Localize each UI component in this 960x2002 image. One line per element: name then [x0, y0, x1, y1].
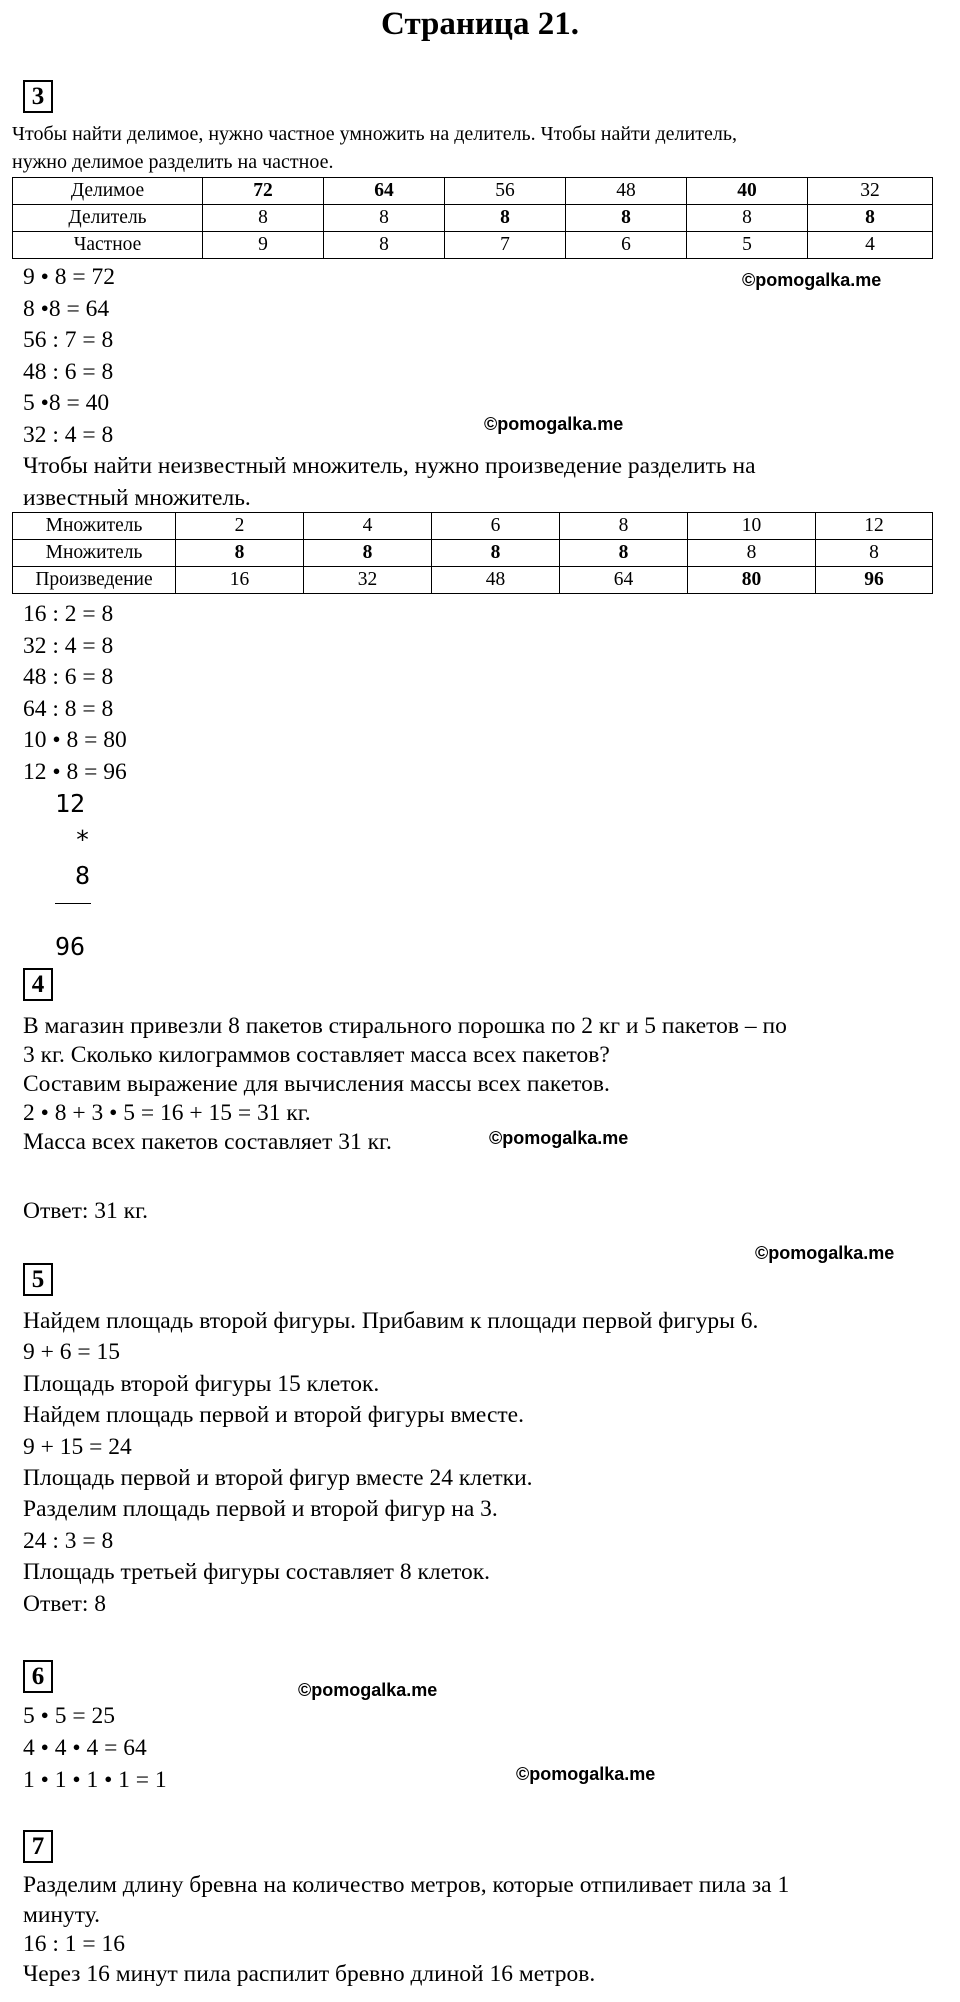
factor-table-cell: 8: [176, 540, 304, 567]
dividend-table-cell: 48: [566, 178, 687, 205]
dividend-table-cell: 8: [203, 205, 324, 232]
table-row: [13, 540, 933, 567]
factor-table-cell: 8: [432, 540, 560, 567]
calculation-line: 56 : 7 = 8: [23, 327, 114, 354]
task-7-line: Через 16 минут пила распилит бревно длиной 16 метров.: [23, 1960, 596, 1987]
dividend-table-cell: 9: [203, 232, 324, 259]
dividend-table-cell: 4: [808, 232, 933, 259]
watermark: ©pomogalka.me: [484, 414, 624, 434]
watermark: ©pomogalka.me: [298, 1680, 438, 1700]
task-3-number: 3: [23, 80, 53, 113]
task-4-line: Составим выражение для вычисления массы всех пакетов.: [23, 1071, 610, 1097]
dividend-table-cell: 8: [324, 205, 445, 232]
task-5-number: 5: [23, 1263, 53, 1296]
calculation-line: 16 : 2 = 8: [23, 601, 114, 627]
task-5-line: Разделим площадь первой и второй фигур на 3.: [23, 1496, 498, 1523]
factor-table-cell: 12: [816, 513, 933, 540]
task-6-number: 6: [23, 1660, 53, 1693]
factor-table-cell: 6: [432, 513, 560, 540]
task-5-line: Площадь второй фигуры 15 клеток.: [23, 1370, 380, 1397]
calculation-line: 48 : 6 = 8: [23, 358, 114, 385]
calculation-line: 9 • 8 = 72: [23, 264, 115, 290]
factor-table-cell: 32: [304, 567, 432, 594]
task-4-line: 2 • 8 + 3 • 5 = 16 + 15 = 31 кг.: [23, 1100, 311, 1126]
task-4-line: В магазин привезли 8 пакетов стирального порошка по 2 кг и 5 пакетов – по: [23, 1013, 787, 1039]
calculation-line: 32 : 4 = 8: [23, 632, 114, 659]
factor-table-row-label: Множитель: [13, 540, 176, 567]
table-row: [13, 513, 933, 540]
task-5-line: Ответ: 8: [23, 1590, 107, 1617]
factor-table-row-label: Множитель: [13, 513, 176, 540]
table-row: [13, 567, 933, 594]
dividend-table-cell: 64: [324, 178, 445, 205]
watermark: ©pomogalka.me: [516, 1764, 656, 1784]
task-5-line: Площадь третьей фигуры составляет 8 клеток.: [23, 1559, 491, 1586]
dividend-table-cell: 8: [324, 232, 445, 259]
column-mult-operator: *: [75, 825, 91, 854]
dividend-table-cell: 7: [445, 232, 566, 259]
factor-table-cell: 16: [176, 567, 304, 594]
factor-table-cell: 8: [560, 540, 688, 567]
task-4-number: 4: [23, 968, 53, 1001]
column-mult-bottom: 8: [75, 861, 91, 890]
task-3-rule-line-1: Чтобы найти неизвестный множитель, нужно произведение разделить на: [23, 453, 756, 479]
factor-table-cell: 48: [432, 567, 560, 594]
task-4-line: Масса всех пакетов составляет 31 кг.: [23, 1129, 392, 1155]
task-5-line: Найдем площадь первой и второй фигуры вместе.: [23, 1402, 524, 1429]
task-4-answer: Ответ: 31 кг.: [23, 1198, 148, 1224]
dividend-table-cell: 72: [203, 178, 324, 205]
table-row: [13, 178, 933, 205]
calculation-line: 8 •8 = 64: [23, 295, 110, 322]
task-5-line: Найдем площадь второй фигуры. Прибавим к площади первой фигуры 6.: [23, 1308, 759, 1334]
task-5-line: 9 + 6 = 15: [23, 1339, 121, 1366]
column-mult-result: 96: [55, 932, 86, 961]
dividend-table-cell: 8: [808, 205, 933, 232]
table-row: [13, 232, 933, 259]
factor-table-cell: 4: [304, 513, 432, 540]
factor-table-cell: 2: [176, 513, 304, 540]
dividend-table-cell: 8: [445, 205, 566, 232]
task-6-line: 1 • 1 • 1 • 1 = 1: [23, 1767, 167, 1793]
task-6-line: 5 • 5 = 25: [23, 1703, 115, 1729]
dividend-table-row-label: Частное: [13, 232, 203, 259]
dividend-table-row-label: Делитель: [13, 205, 203, 232]
column-mult-top: 12: [55, 789, 86, 818]
factor-table-cell: 10: [688, 513, 816, 540]
task-5-line: Площадь первой и второй фигур вместе 24 клетки.: [23, 1465, 533, 1491]
factor-table-cell: 64: [560, 567, 688, 594]
calculation-line: 48 : 6 = 8: [23, 664, 114, 691]
watermark: ©pomogalka.me: [742, 270, 882, 290]
dividend-table-cell: 8: [566, 205, 687, 232]
factor-table-row-label: Произведение: [13, 567, 176, 594]
dividend-table-cell: 32: [808, 178, 933, 205]
factor-table-cell: 8: [304, 540, 432, 567]
factor-table-cell: 80: [688, 567, 816, 594]
task-3-intro-line-2: нужно делимое разделить на частное.: [12, 151, 334, 173]
task-7-line: минуту.: [23, 1901, 101, 1928]
dividend-table-cell: 8: [687, 205, 808, 232]
factor-table-cell: 96: [816, 567, 933, 594]
task-4-line: 3 кг. Сколько килограммов составляет масса всех пакетов?: [23, 1042, 610, 1068]
calculation-line: 10 • 8 = 80: [23, 727, 127, 754]
factor-table-cell: 8: [688, 540, 816, 567]
task-7-line: Разделим длину бревна на количество метров, которые отпиливает пила за 1: [23, 1872, 790, 1898]
watermark: ©pomogalka.me: [755, 1243, 895, 1263]
dividend-table-cell: 56: [445, 178, 566, 205]
table-row: [13, 205, 933, 232]
task-6-line: 4 • 4 • 4 = 64: [23, 1735, 147, 1761]
task-3-rule-line-2: известный множитель.: [23, 485, 251, 511]
page-title: Страница 21.: [381, 6, 579, 42]
watermark: ©pomogalka.me: [489, 1128, 629, 1148]
task-3-intro-line-1: Чтобы найти делимое, нужно частное умножить на делитель. Чтобы найти делитель,: [12, 123, 737, 145]
dividend-table-cell: 5: [687, 232, 808, 259]
factor-product-table: [12, 512, 933, 594]
factor-table-cell: 8: [560, 513, 688, 540]
calculation-line: 64 : 8 = 8: [23, 695, 114, 722]
dividend-divisor-table: [12, 177, 933, 259]
dividend-table-row-label: Делимое: [13, 178, 203, 205]
task-7-line: 16 : 1 = 16: [23, 1931, 126, 1957]
task-7-number: 7: [23, 1830, 53, 1863]
dividend-table-cell: 40: [687, 178, 808, 205]
calculation-line: 32 : 4 = 8: [23, 422, 114, 448]
task-5-line: 24 : 3 = 8: [23, 1527, 114, 1554]
calculation-line: 5 •8 = 40: [23, 390, 110, 417]
calculation-line: 12 • 8 = 96: [23, 759, 127, 785]
factor-table-cell: 8: [816, 540, 933, 567]
task-5-line: 9 + 15 = 24: [23, 1433, 132, 1460]
dividend-table-cell: 6: [566, 232, 687, 259]
column-mult-rule: [55, 903, 91, 904]
